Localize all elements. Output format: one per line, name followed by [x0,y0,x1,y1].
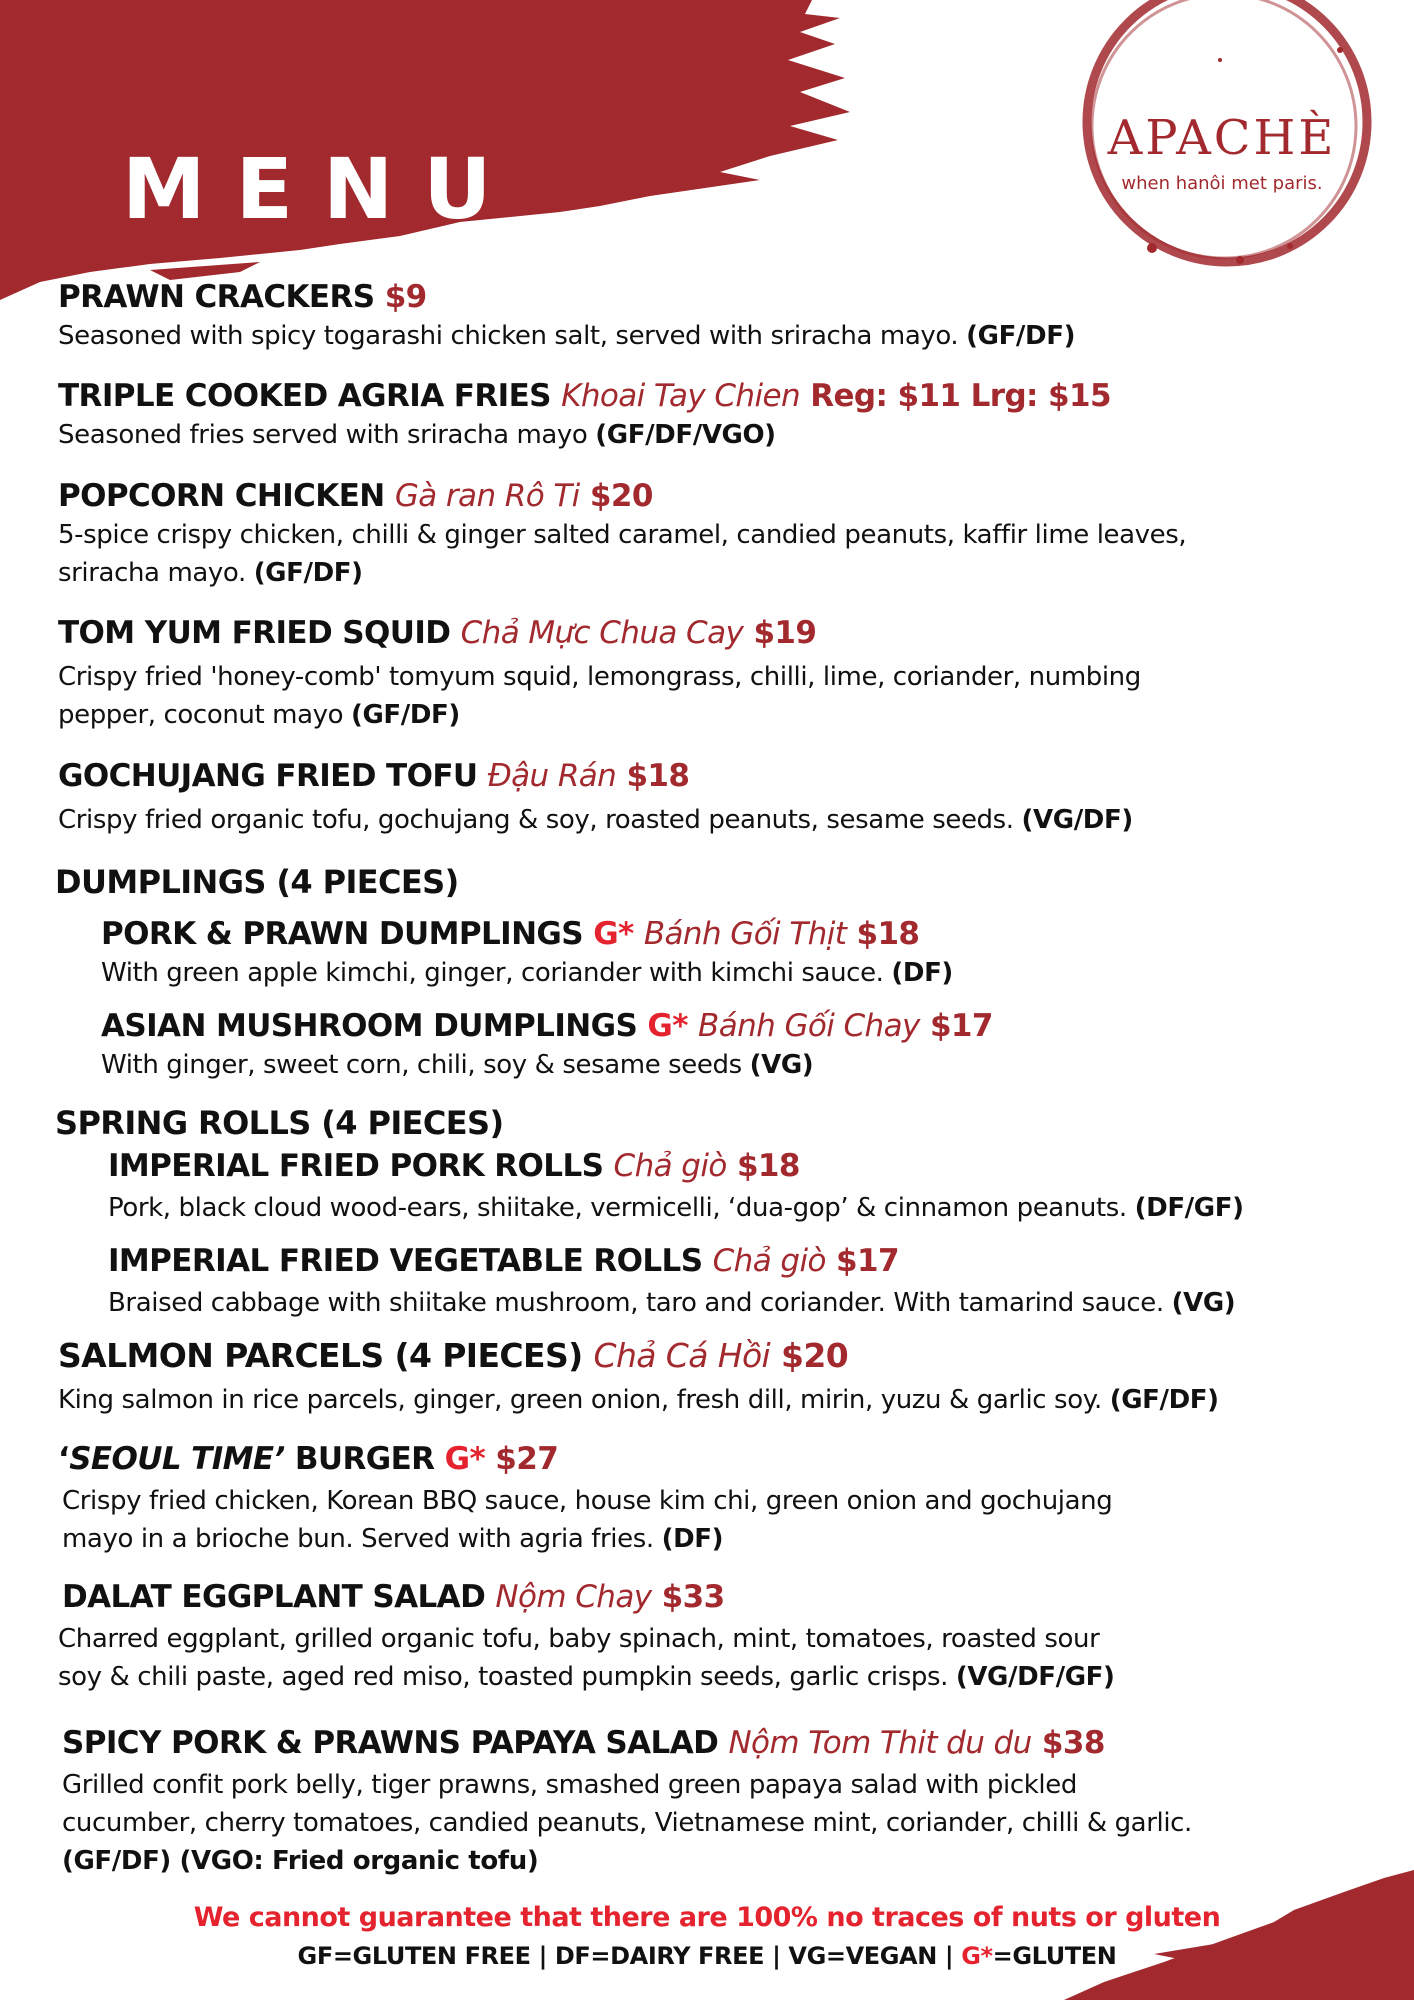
menu-item-pork-prawn-dumplings [101,915,1414,992]
item-desc-text: Pork, black cloud wood-ears, shiitake, vermicelli, ‘dua-gop’ & cinnamon peanuts. [108,1193,1127,1223]
item-price: $17 [929,1008,993,1044]
item-price: $33 [661,1579,725,1615]
menu-item-pork-rolls [108,1147,1414,1227]
menu-item-agria-fries [58,377,1408,454]
item-tags: (VG) [1171,1288,1236,1318]
item-desc-text: Seasoned with spicy togarashi chicken salt, served with sriracha mayo. [58,321,959,351]
item-desc-line: Crispy fried chicken, Korean BBQ sauce, house kim chi, green onion and gochujang [62,1486,1113,1516]
menu-item-popcorn-chicken [58,477,1408,592]
item-price: $18 [856,916,920,952]
item-tags: (DF) [661,1524,724,1554]
section-dumplings: DUMPLINGS (4 PIECES) [55,863,459,901]
item-tags: (GF/DF) [1109,1385,1219,1415]
item-price: $18 [736,1148,800,1184]
item-name: IMPERIAL FRIED PORK ROLLS [108,1148,604,1184]
legend-text: GF=GLUTEN FREE | DF=DAIRY FREE | VG=VEGAN | [297,1942,962,1970]
menu-item-seoul-time-burger [58,1440,1408,1558]
item-name: DALAT EGGPLANT SALAD [62,1579,486,1615]
item-price: $20 [781,1336,849,1375]
legend-text-end: =GLUTEN [992,1942,1117,1970]
item-tags: (GF/DF) [350,700,460,730]
item-description [58,1381,1408,1419]
item-heading [108,1147,1414,1185]
item-name: TOM YUM FRIED SQUID [58,615,451,651]
menu-item-eggplant-salad [58,1578,1408,1696]
menu-item-prawn-crackers [58,278,1408,355]
menu-item-fried-squid [58,614,1408,734]
item-tags: (VG) [749,1050,814,1080]
item-viet-name: Chả giò [613,1148,727,1184]
legend-gluten-marker: G* [961,1942,993,1970]
item-price: Reg: $11 Lrg: $15 [810,378,1111,414]
logo-tagline: when hanôi met paris. [1121,173,1323,194]
item-heading [58,614,1408,652]
item-price: $19 [753,615,817,651]
item-description [58,317,1408,355]
section-spring-rolls: SPRING ROLLS (4 PIECES) [55,1104,504,1142]
item-name: PRAWN CRACKERS [58,279,375,315]
item-desc-text: Braised cabbage with shiitake mushroom, taro and coriander. With tamarind sauce. [108,1288,1164,1318]
item-desc-line: soy & chili paste, aged red miso, toasted pumpkin seeds, garlic crisps. [58,1662,948,1692]
item-heading [101,1007,1414,1045]
item-desc-text: Crispy fried organic tofu, gochujang & soy, roasted peanuts, sesame seeds. [58,805,1014,835]
item-description [108,1284,1414,1322]
item-description [58,416,1408,454]
item-heading [62,1724,1412,1762]
item-heading [58,1337,1408,1375]
item-price: $9 [384,279,427,315]
item-name: PORK & PRAWN DUMPLINGS [101,916,583,952]
item-name-italic: SEOUL TIME’ [69,1441,285,1477]
item-description [58,658,1408,734]
item-desc-line: pepper, coconut mayo [58,700,344,730]
page-title: MENU [122,140,522,238]
item-name: POPCORN CHICKEN [58,478,385,514]
item-price: $27 [495,1441,559,1477]
item-name: ASIAN MUSHROOM DUMPLINGS [101,1008,638,1044]
item-viet-name: Đậu Rán [487,758,617,794]
item-desc-line: mayo in a brioche bun. Served with agria fries. [62,1524,654,1554]
item-description [58,516,1408,592]
item-name: TRIPLE COOKED AGRIA FRIES [58,378,551,414]
item-heading [58,278,1408,316]
item-name: IMPERIAL FRIED VEGETABLE ROLLS [108,1243,703,1279]
item-viet-name: Bánh Gối Thịt [643,916,847,952]
item-desc-line: Crispy fried 'honey-comb' tomyum squid, lemongrass, chilli, lime, coriander, numbing [58,662,1141,692]
item-viet-name: Nộm Tom Thit du du [728,1725,1032,1761]
item-name: SPICY PORK & PRAWNS PAPAYA SALAD [62,1725,719,1761]
item-viet-name: Chả giò [712,1243,826,1279]
item-desc-line: sriracha mayo. [58,558,246,588]
item-heading [108,1242,1414,1280]
item-viet-name: Bánh Gối Chay [698,1008,920,1044]
gluten-marker: G* [647,1008,688,1044]
item-tags: (VG/DF/GF) [955,1662,1115,1692]
gluten-marker: G* [593,916,634,952]
item-name: SALMON PARCELS (4 PIECES) [58,1336,583,1375]
menu-item-mushroom-dumplings [101,1007,1414,1084]
item-heading [58,1578,1408,1616]
item-name-prefix: ‘ [58,1441,70,1477]
item-tags: (GF/DF) [253,558,363,588]
item-desc-text: Seasoned fries served with sriracha mayo [58,420,588,450]
item-desc-text: With green apple kimchi, ginger, coriander with kimchi sauce. [101,958,884,988]
item-heading [58,1440,1408,1478]
item-description [58,801,1408,839]
item-viet-name: Chả Mực Chua Cay [460,615,744,651]
item-tags: (DF) [891,958,953,988]
item-heading [58,757,1408,795]
item-desc-text: With ginger, sweet corn, chili, soy & sesame seeds [101,1050,742,1080]
item-tags: (GF/DF/VGO) [595,420,776,450]
item-description [62,1766,1412,1880]
menu-item-vegetable-rolls [108,1242,1414,1322]
item-desc-line: Charred eggplant, grilled organic tofu, baby spinach, mint, tomatoes, roasted sour [58,1624,1100,1654]
item-name: GOCHUJANG FRIED TOFU [58,758,478,794]
item-description [108,1189,1414,1227]
menu-item-papaya-salad [62,1724,1412,1880]
dietary-legend [0,1942,1414,1970]
item-heading [101,915,1414,953]
item-viet-name: Gà ran Rô Ti [394,478,580,514]
item-viet-name: Nộm Chay [495,1579,652,1615]
item-desc-text: King salmon in rice parcels, ginger, green onion, fresh dill, mirin, yuzu & garlic soy. [58,1385,1102,1415]
item-desc-line: Grilled confit pork belly, tiger prawns, smashed green papaya salad with pickled [62,1770,1077,1800]
item-heading [58,377,1408,415]
item-description [58,1482,1408,1558]
item-tags: (GF/DF) (VGO: Fried organic tofu) [62,1846,539,1876]
item-price: $38 [1041,1725,1105,1761]
item-tags: (GF/DF) [966,321,1076,351]
item-desc-line: cucumber, cherry tomatoes, candied peanuts, Vietnamese mint, coriander, chilli & garlic. [62,1808,1192,1838]
menu-item-fried-tofu [58,757,1408,839]
item-description [101,954,1414,992]
gluten-marker: G* [444,1441,486,1477]
item-desc-line: 5-spice crispy chicken, chilli & ginger salted caramel, candied peanuts, kaffir lime leaves, [58,520,1187,550]
item-description [101,1046,1414,1084]
item-price: $17 [836,1243,899,1279]
item-viet-name: Chả Cá Hồi [593,1336,771,1375]
item-name-rest: BURGER [284,1441,435,1477]
item-heading [58,477,1408,515]
item-description [58,1620,1408,1696]
brush-corner [1044,1870,1414,2000]
item-price: $18 [626,758,690,794]
logo-name: APACHÈ [1107,110,1337,166]
item-price: $20 [589,478,653,514]
item-tags: (VG/DF) [1021,805,1133,835]
item-viet-name: Khoai Tay Chien [561,378,801,414]
allergen-disclaimer: We cannot guarantee that there are 100% no traces of nuts or gluten [193,1902,1221,1933]
item-tags: (DF/GF) [1134,1193,1244,1223]
menu-item-salmon-parcels [58,1337,1408,1419]
